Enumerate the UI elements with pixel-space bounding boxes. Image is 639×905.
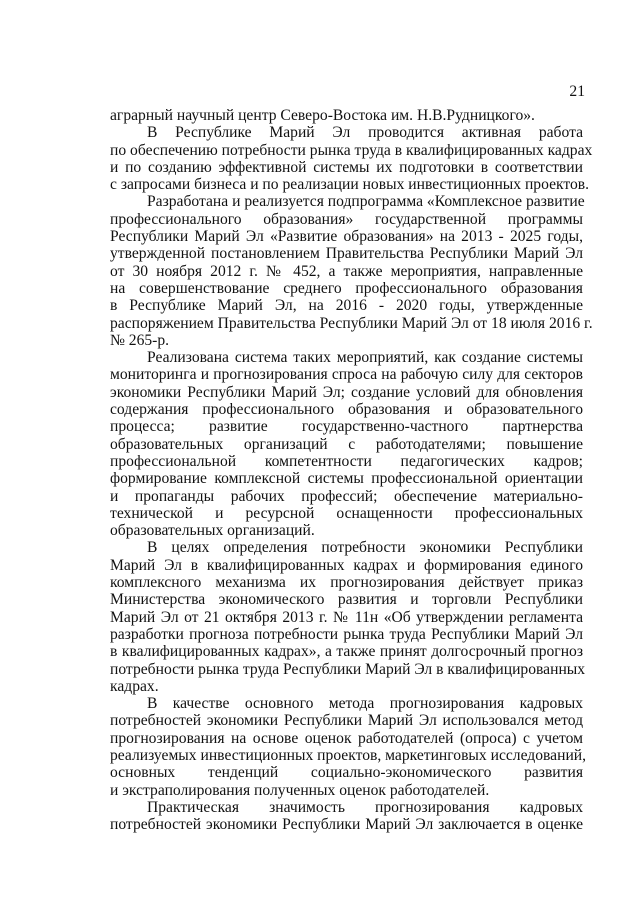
text-line: содержания профессионального образования и образовательного [110, 401, 583, 419]
text-line: Марий Эл в квалифицированных кадрах и формирования единого [110, 556, 583, 574]
body-text [110, 107, 593, 834]
text-line: по обеспечению потребности рынка труда в квалифицированных кадрах [110, 141, 593, 159]
text-line: потребности рынка труда Республики Марий Эл в квалифицированных [110, 660, 586, 678]
text-line: распоряжением Правительства Республики Марий Эл от 18 июля 2016 г. [110, 314, 593, 332]
text-line: Министерства экономического развития и торговли Республики [110, 591, 583, 609]
text-line: Практическая значимость прогнозирования кадровых [147, 798, 583, 816]
text-line: от 30 ноября 2012 г. № 452, а также мероприятия, направленные [110, 262, 583, 280]
text-line: процесса; развитие государственно-частного партнерства [110, 418, 583, 436]
text-line: разработки прогноза потребности рынка труда Республики Марий Эл [110, 625, 583, 643]
text-line: кадрах. [110, 677, 159, 695]
text-line: с запросами бизнеса и по реализации новых инвестиционных проектов. [110, 176, 590, 194]
text-line: Реализована система таких мероприятий, как создание системы [147, 349, 583, 367]
text-line: и по созданию эффективной системы их подготовки в соответствии [110, 158, 583, 176]
text-line: Разработана и реализуется подпрограмма «Комплексное развитие [147, 193, 585, 211]
text-line: экономики Республики Марий Эл; создание условий для обновления [110, 383, 583, 401]
text-line: образовательных организаций. [110, 522, 315, 540]
text-line: на совершенствование среднего профессионального образования [110, 279, 583, 297]
text-line: профессиональной компетентности педагогических кадров; [110, 452, 583, 470]
text-line: потребностей экономики Республики Марий Эл заключается в оценке [110, 816, 583, 834]
text-line: и пропаганды рабочих профессий; обеспечение материально- [110, 487, 583, 505]
text-line: в квалифицированных кадрах», а также принят долгосрочный прогноз [110, 643, 583, 661]
text-line: мониторинга и прогнозирования спроса на рабочую силу для секторов [110, 366, 583, 384]
text-line: аграрный научный центр Северо-Востока им. Н.В.Рудницкого». [110, 107, 535, 124]
text-line: утвержденной постановлением Правительства Республики Марий Эл [110, 245, 583, 263]
text-line: и экстраполирования полученных оценок работодателей. [110, 781, 490, 799]
text-line: основных тенденций социально-экономического развития [110, 764, 583, 782]
page-number: 21 [569, 83, 585, 100]
text-line: потребностей экономики Республики Марий Эл использовался метод [110, 712, 583, 730]
text-line: прогнозирования на основе оценок работодателей (опроса) с учетом [110, 729, 583, 747]
text-line: В качестве основного метода прогнозирования кадровых [147, 695, 583, 713]
text-line: профессионального образования» государственной программы [110, 210, 583, 228]
text-line: в Республике Марий Эл, на 2016 - 2020 годы, утвержденные [110, 297, 583, 315]
text-line: В целях определения потребности экономики Республики [147, 539, 583, 557]
text-line: технической и ресурсной оснащенности профессиональных [110, 504, 583, 522]
text-line: Марий Эл от 21 октября 2013 г. № 11н «Об утверждении регламента [110, 608, 583, 626]
text-line: Республики Марий Эл «Развитие образования» на 2013 - 2025 годы, [110, 228, 583, 246]
text-line: комплексного механизма их прогнозирования действует приказ [110, 574, 583, 592]
text-line: № 265-р. [110, 331, 170, 349]
text-line: формирование комплексной системы профессиональной ориентации [110, 470, 583, 488]
text-line: образовательных организаций с работодателями; повышение [110, 435, 583, 453]
text-line: В Республике Марий Эл проводится активная работа [147, 124, 583, 142]
text-line: реализуемых инвестиционных проектов, маркетинговых исследований, [110, 746, 587, 764]
